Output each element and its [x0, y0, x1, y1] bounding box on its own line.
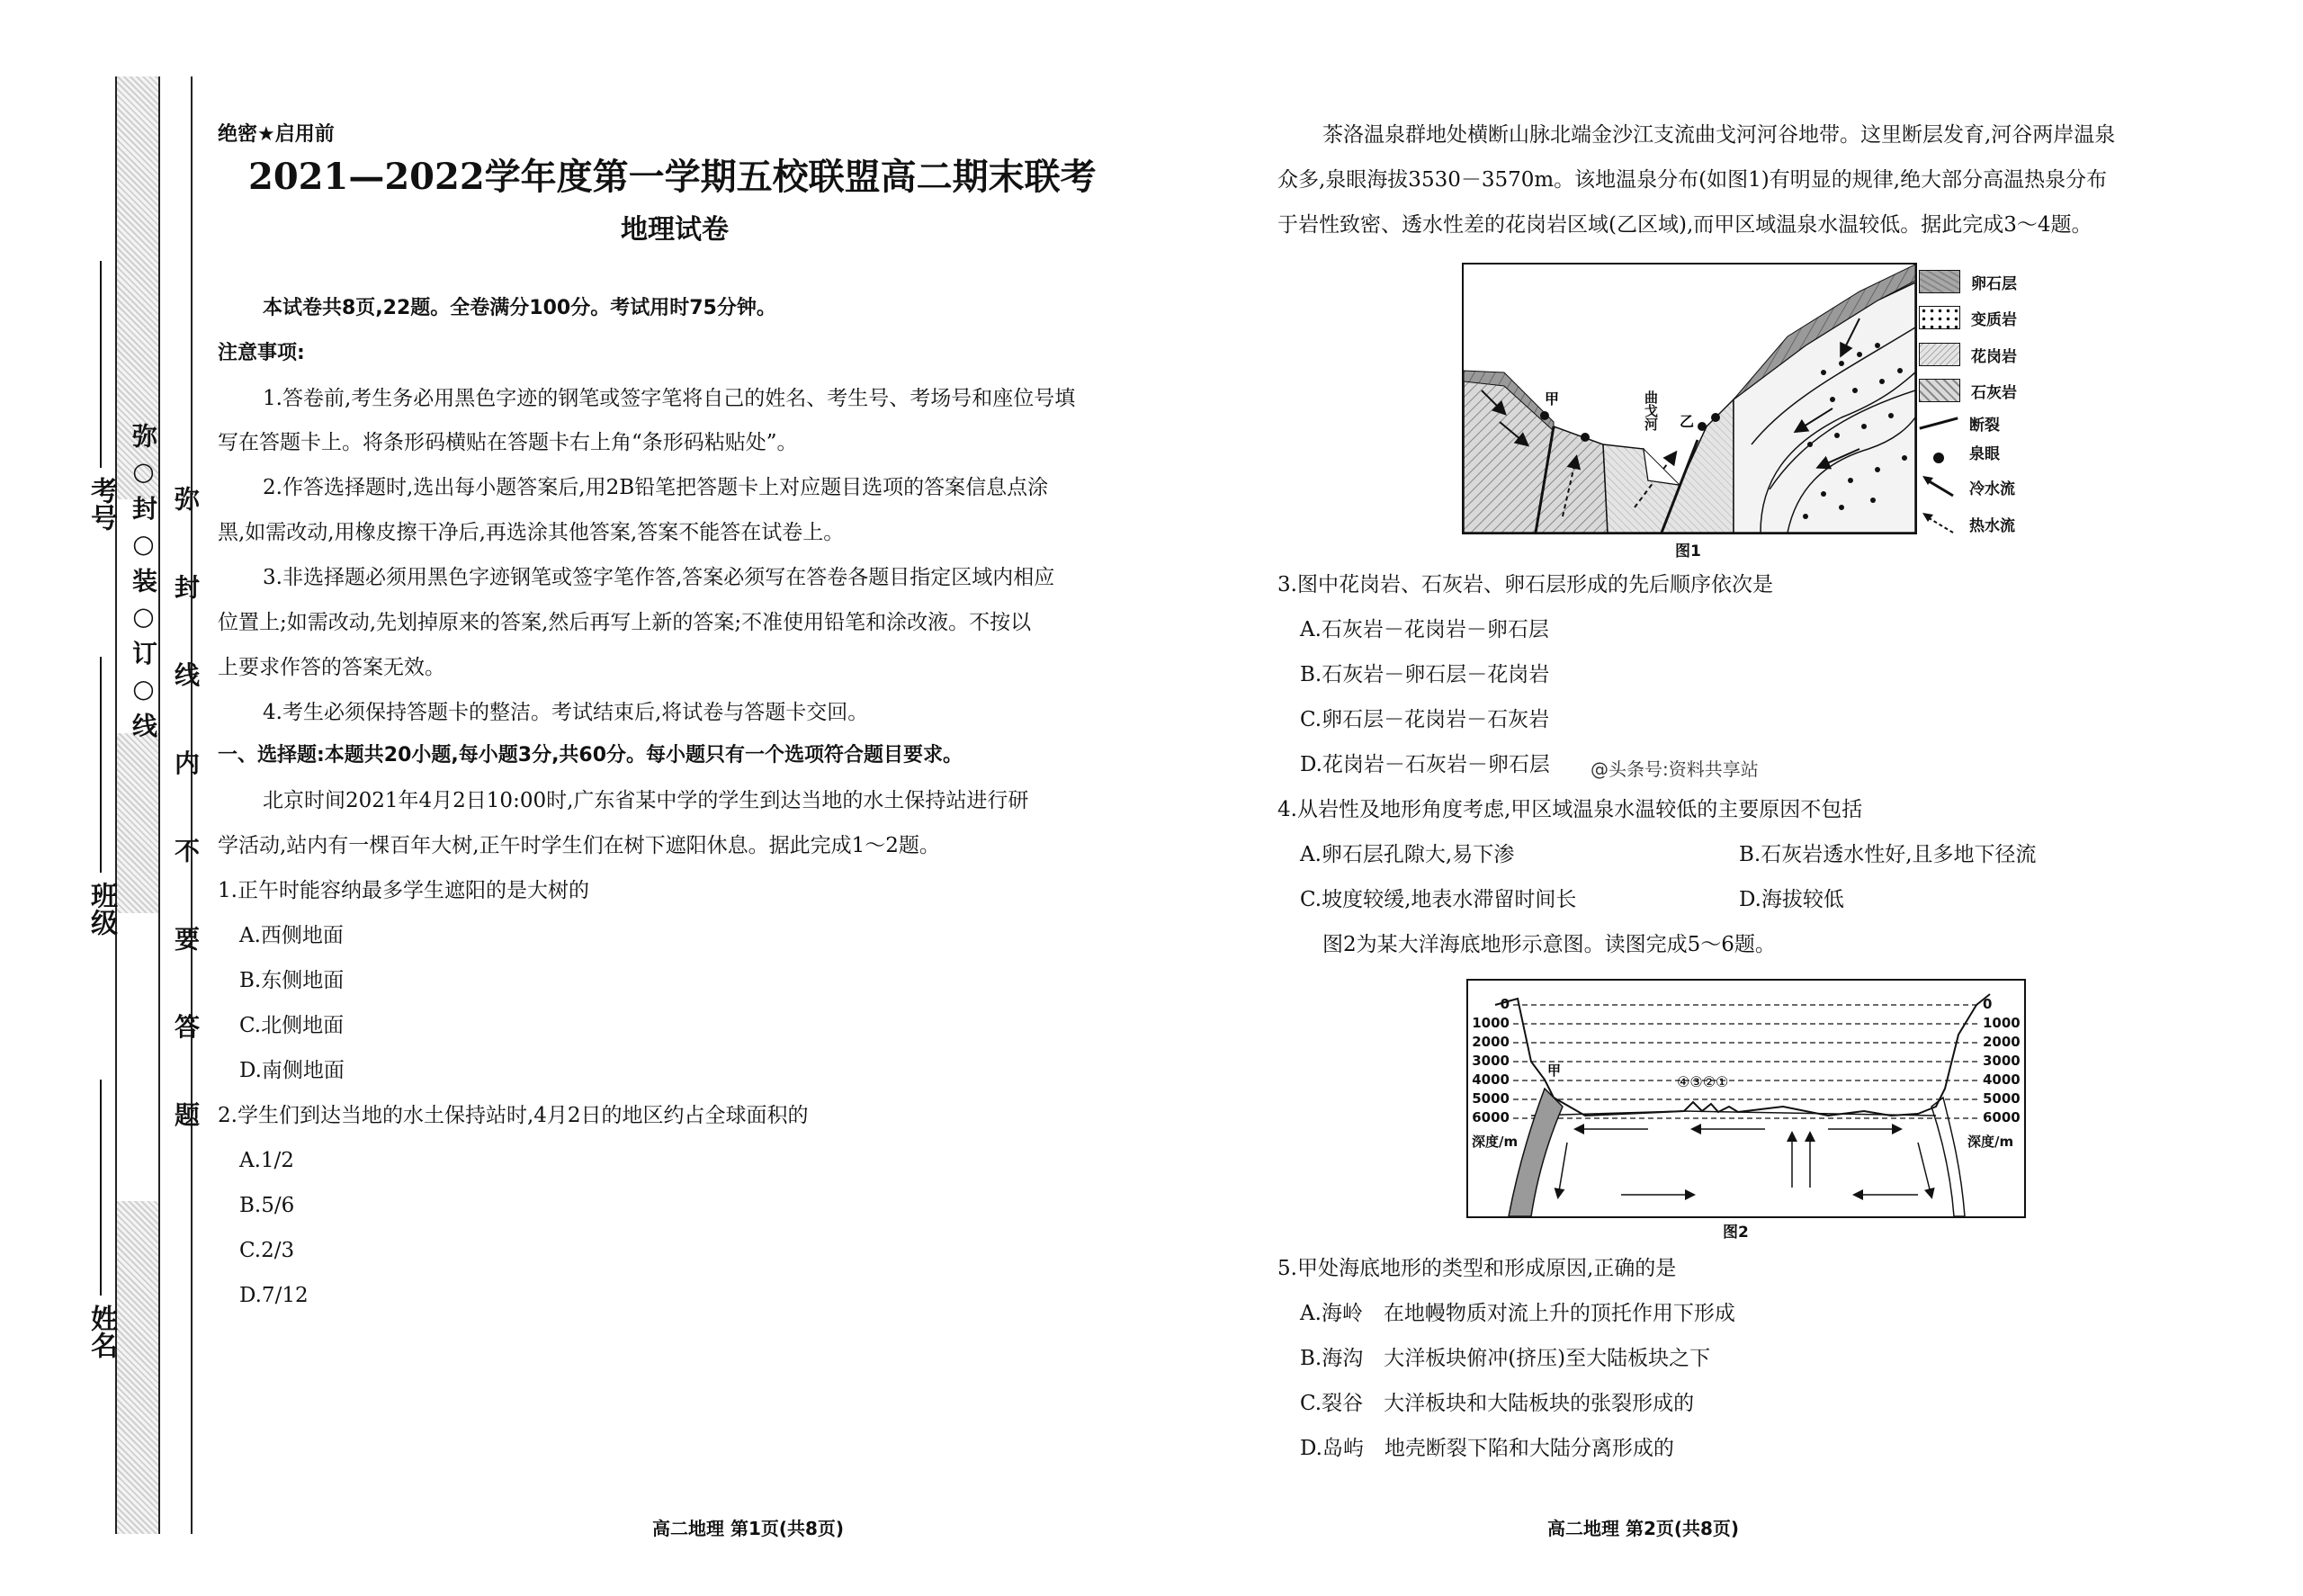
exam-info: 本试卷共8页,22题。全卷满分100分。考试用时75分钟。 [263, 297, 776, 319]
name-label: 姓名 [85, 1305, 117, 1358]
section-1-heading: 一、选择题:本题共20小题,每小题3分,共60分。每小题只有一个选项符合题目要求。 [218, 744, 963, 767]
legend-fault: 断裂 [1919, 412, 2000, 435]
watermark-text: @头条号:资料共享站 [1591, 758, 1759, 780]
q4-option-c[interactable]: C.坡度较缓,地表水滞留时间长 [1300, 888, 1577, 911]
question-4: 4.从岩性及地形角度考虑,甲区域温泉水温较低的主要原因不包括 [1277, 798, 1863, 821]
fig1-label-jia: 甲 [1545, 390, 1560, 408]
q4-option-d[interactable]: D.海拔较低 [1739, 888, 1844, 911]
name-field[interactable] [81, 1080, 121, 1358]
stem-3-line-1: 茶洛温泉群地处横断山脉北端金沙江支流曲戈河河谷地带。这里断层发育,河谷两岸温泉 [1322, 123, 2116, 147]
question-3: 3.图中花岗岩、石灰岩、卵石层形成的先后顺序依次是 [1277, 573, 1773, 596]
fig2-depth-left: 0 1000 2000 3000 4000 5000 6000 [1472, 996, 1510, 1125]
q3-option-b[interactable]: B.石灰岩－卵石层－花岗岩 [1300, 663, 1550, 686]
legend-limestone: 石灰岩 [1919, 379, 2017, 402]
q5-option-d[interactable]: D.岛屿 地壳断裂下陷和大陆分离形成的 [1300, 1437, 1674, 1460]
notice-line-5: 3.非选择题必须用黑色字迹钢笔或签字笔作答,答案必须写在答卷各题目指定区域内相应 [263, 566, 1055, 589]
fig1-label-yi: 乙 [1680, 413, 1695, 430]
spring-icon [1933, 453, 1944, 463]
notice-line-1: 1.答卷前,考生务必用黑色字迹的钢笔或签字笔将自己的姓名、考生号、考场号和座位号填 [263, 387, 1076, 410]
stem-5: 图2为某大洋海底地形示意图。读图完成5～6题。 [1322, 933, 1776, 956]
notice-line-2: 写在答题卡上。将条形码横贴在答题卡右上角“条形码粘贴处”。 [218, 431, 798, 454]
notice-line-3: 2.作答选择题时,选出每小题答案后,用2B铅笔把答题卡上对应题目选项的答案信息点涂 [263, 476, 1049, 499]
class-field[interactable] [81, 657, 121, 936]
q5-option-c[interactable]: C.裂谷 大洋板块和大陆板块的张裂形成的 [1300, 1392, 1695, 1415]
hot-arrow-icon [1919, 511, 1958, 536]
q5-option-a[interactable]: A.海岭 在地幔物质对流上升的顶托作用下形成 [1300, 1302, 1735, 1325]
figure-2-ocean-floor [1466, 979, 2026, 1218]
fig1-river-label: 曲戈河 [1643, 390, 1659, 431]
legend-granite: 花岗岩 [1919, 343, 2017, 366]
q1-option-c[interactable]: C.北侧地面 [239, 1014, 345, 1037]
stem-1-line-2: 学活动,站内有一棵百年大树,正午时学生们在树下遮阳休息。据此完成1～2题。 [218, 834, 940, 857]
stem-1-line-1: 北京时间2021年4月2日10:00时,广东省某中学的学生到达当地的水土保持站进行研 [263, 789, 1029, 812]
notice-line-4: 黑,如需改动,用橡皮擦干净后,再选涂其他答案,答案不能答在试卷上。 [218, 521, 845, 544]
q2-option-c[interactable]: C.2/3 [239, 1239, 295, 1262]
stem-3-line-3: 于岩性致密、透水性差的花岗岩区域(乙区域),而甲区域温泉水温较低。据此完成3～4题。 [1277, 213, 2092, 237]
cold-arrow-icon [1919, 474, 1958, 499]
q2-option-a[interactable]: A.1/2 [239, 1149, 294, 1172]
fig2-label-jia: 甲 [1547, 1063, 1562, 1079]
exam-no-field[interactable] [81, 261, 121, 531]
figure-2-caption: 图2 [1723, 1224, 1749, 1242]
q1-option-b[interactable]: B.东侧地面 [239, 969, 345, 992]
q1-option-a[interactable]: A.西侧地面 [239, 924, 344, 947]
notice-title: 注意事项: [218, 342, 305, 364]
notice-line-8: 4.考生必须保持答题卡的整洁。考试结束后,将试卷与答题卡交回。 [263, 701, 869, 724]
question-2: 2.学生们到达当地的水土保持站时,4月2日的地区约占全球面积的 [218, 1104, 809, 1127]
q3-option-a[interactable]: A.石灰岩－花岗岩－卵石层 [1300, 618, 1549, 641]
page-1-footer: 高二地理 第1页(共8页) [652, 1518, 845, 1539]
legend-cold-flow: 冷水流 [1919, 474, 2015, 499]
figure-1-geology [1462, 263, 1917, 534]
fig2-markers: ④③②① [1677, 1073, 1729, 1090]
figure-1-caption: 图1 [1675, 542, 1701, 560]
seal-text-right: 弥 封 线 内 不 要 答 题 [171, 486, 201, 1154]
legend-hot-flow: 热水流 [1919, 511, 2015, 536]
exam-subtitle: 地理试卷 [621, 214, 729, 246]
fig2-depth-right: 0 1000 2000 3000 4000 5000 6000 [1983, 996, 2021, 1125]
exam-title: 2021—2022学年度第一学期五校联盟高二期末联考 [248, 156, 1097, 198]
q3-option-d[interactable]: D.花岗岩－石灰岩－卵石层 [1300, 753, 1550, 776]
confidential-label: 绝密★启用前 [218, 123, 335, 146]
class-label: 班级 [85, 882, 117, 936]
legend-pebble: 卵石层 [1919, 270, 2017, 293]
legend-metamorphic: 变质岩 [1919, 306, 2017, 329]
notice-line-7: 上要求作答的答案无效。 [218, 656, 445, 679]
q4-option-a[interactable]: A.卵石层孔隙大,易下渗 [1300, 843, 1515, 866]
page-2-footer: 高二地理 第2页(共8页) [1547, 1518, 1740, 1539]
q5-option-b[interactable]: B.海沟 大洋板块俯冲(挤压)至大陆板块之下 [1300, 1347, 1711, 1370]
fig2-axis-label-right: 深度/m [1967, 1134, 2014, 1150]
fig2-axis-label-left: 深度/m [1472, 1134, 1519, 1150]
q3-option-c[interactable]: C.卵石层－花岗岩－石灰岩 [1300, 708, 1550, 731]
q4-option-b[interactable]: B.石灰岩透水性好,且多地下径流 [1739, 843, 2037, 866]
question-5: 5.甲处海底地形的类型和形成原因,正确的是 [1277, 1257, 1677, 1280]
q2-option-b[interactable]: B.5/6 [239, 1194, 295, 1217]
q1-option-d[interactable]: D.南侧地面 [239, 1059, 345, 1082]
question-1: 1.正午时能容纳最多学生遮阳的是大树的 [218, 879, 589, 902]
figure-1-drawing [1464, 265, 1915, 533]
exam-no-label: 考号 [85, 477, 117, 531]
seal-text-left: 弥 ○ 封 ○ 装 ○ 订 ○ 线 [129, 423, 158, 738]
notice-line-6: 位置上;如需改动,先划掉原来的答案,然后再写上新的答案;不准使用铅笔和涂改液。不按以 [218, 611, 1032, 634]
q2-option-d[interactable]: D.7/12 [239, 1284, 309, 1307]
stem-3-line-2: 众多,泉眼海拔3530－3570m。该地温泉分布(如图1)有明显的规律,绝大部分高温热泉分布 [1277, 168, 2108, 192]
figure-2-drawing [1468, 981, 2024, 1216]
legend-spring: 泉眼 [1919, 441, 2000, 463]
